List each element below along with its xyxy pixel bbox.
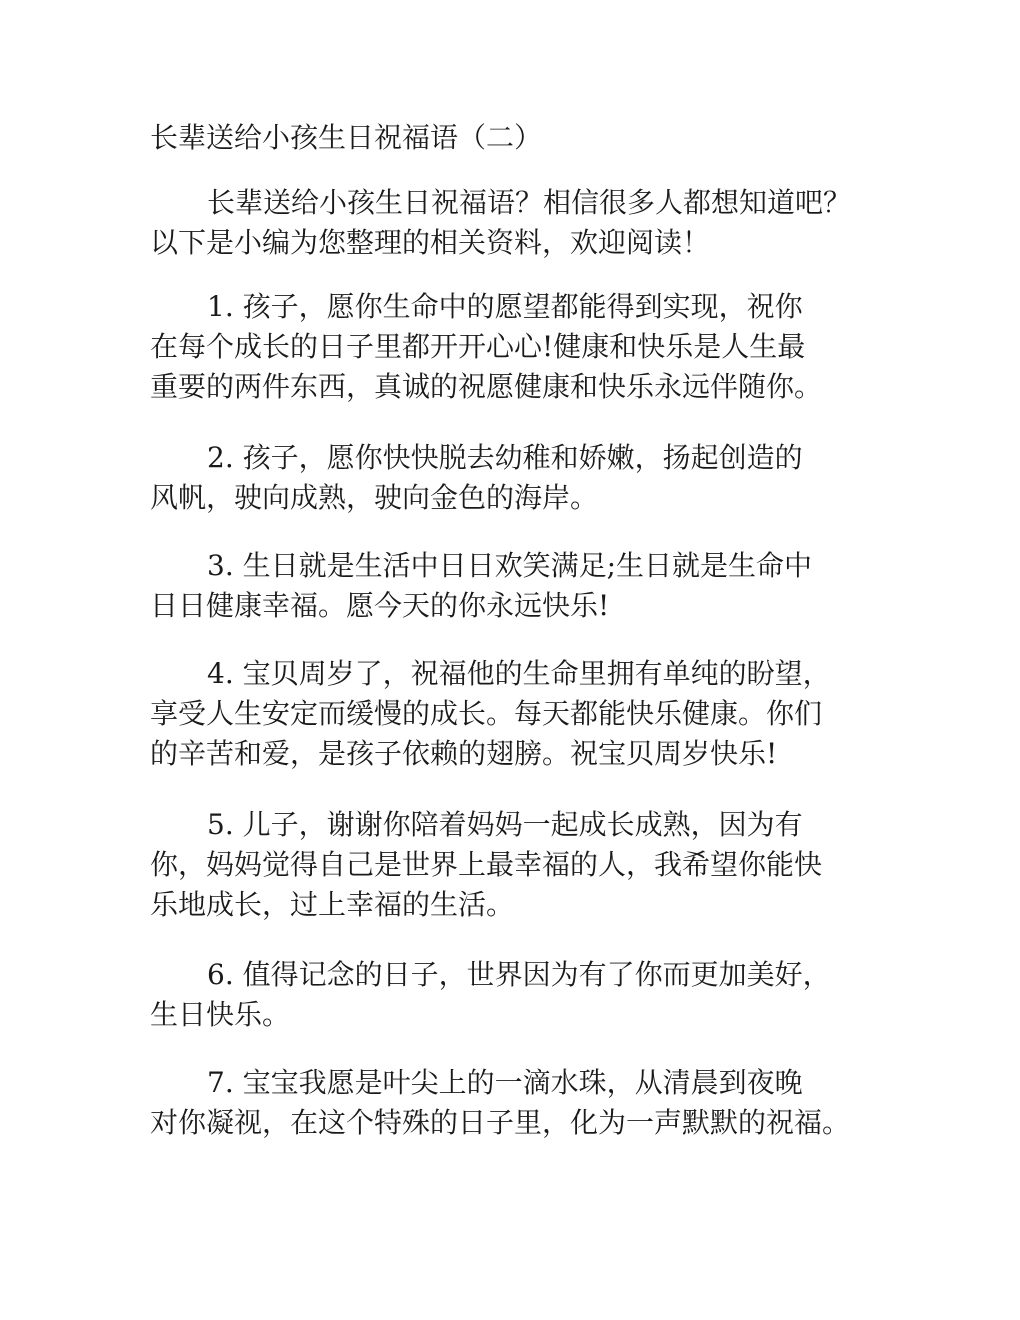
- paragraph-line: 6. 值得记念的日子，世界因为有了你而更加美好，: [207, 958, 831, 991]
- paragraph-line: 重要的两件东西，真诚的祝愿健康和快乐永远伴随你。: [150, 370, 823, 403]
- paragraph-line: 生日快乐。: [150, 998, 291, 1031]
- paragraph-line: 以下是小编为您整理的相关资料，欢迎阅读！: [150, 226, 711, 259]
- document-title: 长辈送给小孩生日祝福语（二）: [150, 121, 543, 154]
- wish-item-3: [150, 546, 812, 626]
- paragraph-line: 风帆，驶向成熟，驶向金色的海岸。: [150, 481, 599, 514]
- wish-item-6: [150, 955, 831, 1035]
- paragraph-line: 7. 宝宝我愿是叶尖上的一滴水珠，从清晨到夜晚: [207, 1066, 803, 1099]
- paragraph-line: 在每个成长的日子里都开开心心!健康和快乐是人生最: [150, 330, 806, 363]
- wish-item-4: [150, 654, 831, 774]
- intro-paragraph: [150, 183, 851, 263]
- paragraph-line: 2. 孩子，愿你快快脱去幼稚和娇嫩，扬起创造的: [207, 441, 803, 474]
- wish-item-2: [150, 438, 803, 518]
- paragraph-line: 4. 宝贝周岁了，祝福他的生命里拥有单纯的盼望，: [207, 657, 831, 690]
- paragraph-line: 日日健康幸福。愿今天的你永远快乐!: [150, 589, 610, 622]
- paragraph-line: 3. 生日就是生活中日日欢笑满足;生日就是生命中: [207, 549, 813, 582]
- paragraph-line: 对你凝视，在这个特殊的日子里，化为一声默默的祝福。: [150, 1106, 851, 1139]
- paragraph-line: 长辈送给小孩生日祝福语？相信很多人都想知道吧？: [207, 186, 852, 219]
- paragraph-line: 乐地成长，过上幸福的生活。: [150, 888, 515, 921]
- wish-item-7: [150, 1063, 850, 1143]
- paragraph-line: 1. 孩子，愿你生命中的愿望都能得到实现，祝你: [207, 290, 803, 323]
- paragraph-line: 5. 儿子，谢谢你陪着妈妈一起成长成熟，因为有: [207, 808, 803, 841]
- paragraph-line: 的辛苦和爱，是孩子依赖的翅膀。祝宝贝周岁快乐!: [150, 737, 778, 770]
- wish-item-1: [150, 287, 822, 407]
- paragraph-line: 享受人生安定而缓慢的成长。每天都能快乐健康。你们: [150, 697, 823, 730]
- wish-item-5: [150, 805, 822, 925]
- paragraph-line: 你，妈妈觉得自己是世界上最幸福的人，我希望你能快: [150, 848, 823, 881]
